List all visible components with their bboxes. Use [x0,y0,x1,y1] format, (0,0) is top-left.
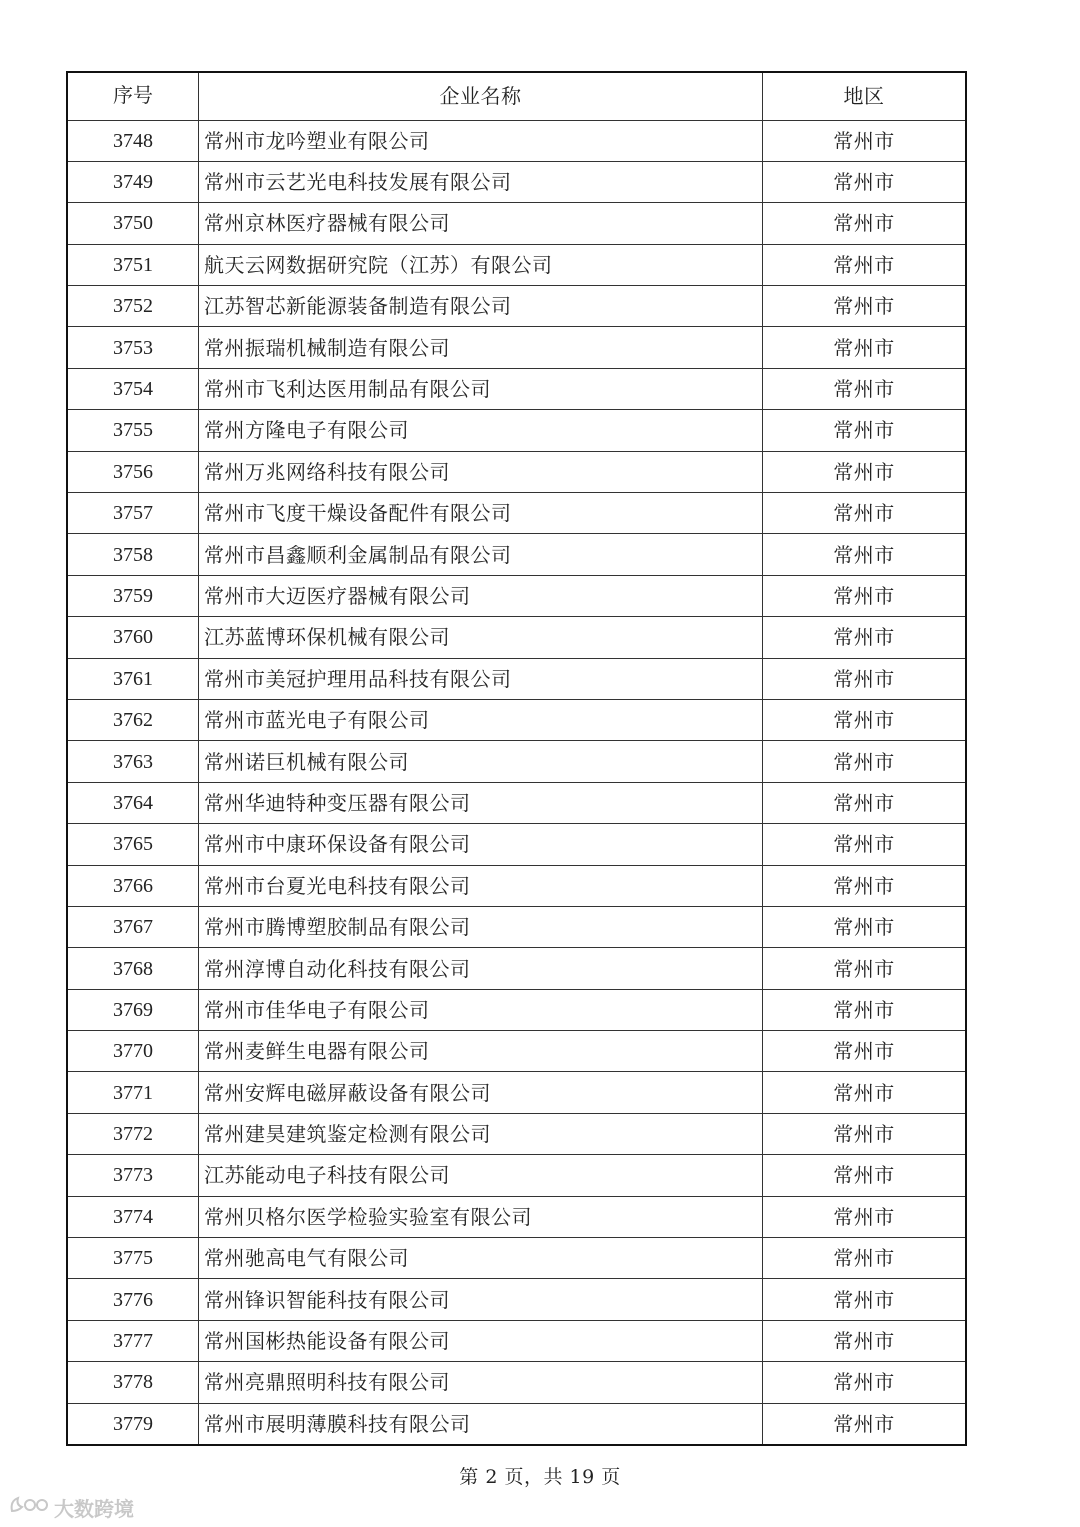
cell-region: 常州市 [763,948,967,989]
watermark-text: 大数跨境 [54,1496,134,1521]
cell-serial-number: 3760 [67,617,199,658]
table-row [67,1320,966,1361]
cell-region: 常州市 [763,120,967,161]
cell-company-name: 常州贝格尔医学检验实验室有限公司 [199,1196,763,1237]
cell-company-name: 常州市中康环保设备有限公司 [199,824,763,865]
header-serial-number: 序号 [67,72,199,120]
cell-region: 常州市 [763,451,967,492]
cell-region: 常州市 [763,658,967,699]
cell-company-name: 江苏蓝博环保机械有限公司 [199,617,763,658]
cell-serial-number: 3779 [67,1403,199,1444]
table-row [67,534,966,575]
table-row [67,948,966,989]
cell-company-name: 常州市飞利达医用制品有限公司 [199,368,763,409]
cell-serial-number: 3778 [67,1362,199,1403]
table-header-row [67,72,966,120]
cell-serial-number: 3756 [67,451,199,492]
cell-region: 常州市 [763,1031,967,1072]
cell-region: 常州市 [763,534,967,575]
cell-company-name: 常州市飞度干燥设备配件有限公司 [199,493,763,534]
table-row [67,161,966,202]
table-row [67,286,966,327]
cell-serial-number: 3764 [67,782,199,823]
cell-company-name: 常州锋识智能科技有限公司 [199,1279,763,1320]
cell-serial-number: 3770 [67,1031,199,1072]
cell-region: 常州市 [763,286,967,327]
cell-serial-number: 3773 [67,1155,199,1196]
cell-company-name: 江苏智芯新能源装备制造有限公司 [199,286,763,327]
cell-region: 常州市 [763,368,967,409]
cell-serial-number: 3762 [67,699,199,740]
cell-region: 常州市 [763,824,967,865]
cell-region: 常州市 [763,327,967,368]
cell-company-name: 常州市蓝光电子有限公司 [199,699,763,740]
cell-serial-number: 3769 [67,989,199,1030]
cell-company-name: 常州诺巨机械有限公司 [199,741,763,782]
cell-region: 常州市 [763,1320,967,1361]
cell-company-name: 常州建昊建筑鉴定检测有限公司 [199,1113,763,1154]
cell-serial-number: 3755 [67,410,199,451]
cell-region: 常州市 [763,410,967,451]
cell-company-name: 常州市展明薄膜科技有限公司 [199,1403,763,1444]
cell-company-name: 江苏能动电子科技有限公司 [199,1155,763,1196]
cell-region: 常州市 [763,699,967,740]
cell-serial-number: 3748 [67,120,199,161]
cell-region: 常州市 [763,782,967,823]
cell-region: 常州市 [763,1072,967,1113]
cell-region: 常州市 [763,906,967,947]
logo-icon [8,1493,50,1522]
cell-serial-number: 3750 [67,203,199,244]
cell-region: 常州市 [763,493,967,534]
cell-region: 常州市 [763,575,967,616]
table-row [67,410,966,451]
cell-region: 常州市 [763,244,967,285]
cell-region: 常州市 [763,617,967,658]
enterprise-table [66,71,967,1446]
table-row [67,865,966,906]
cell-region: 常州市 [763,1403,967,1444]
cell-company-name: 常州淳博自动化科技有限公司 [199,948,763,989]
cell-region: 常州市 [763,741,967,782]
cell-region: 常州市 [763,161,967,202]
table-row [67,244,966,285]
table-row [67,906,966,947]
table-row [67,617,966,658]
cell-serial-number: 3763 [67,741,199,782]
cell-serial-number: 3761 [67,658,199,699]
table-body [67,120,966,1445]
cell-serial-number: 3777 [67,1320,199,1361]
cell-region: 常州市 [763,989,967,1030]
table-row [67,203,966,244]
table-row [67,699,966,740]
table-row [67,1362,966,1403]
cell-region: 常州市 [763,1279,967,1320]
page-footer [0,1462,1080,1489]
table-row [67,741,966,782]
cell-company-name: 常州万兆网络科技有限公司 [199,451,763,492]
table-row [67,368,966,409]
table-row [67,658,966,699]
page-number: 第 2 页，共 19 页 [459,1466,621,1488]
cell-region: 常州市 [763,1196,967,1237]
cell-company-name: 常州市腾博塑胶制品有限公司 [199,906,763,947]
cell-serial-number: 3757 [67,493,199,534]
cell-serial-number: 3765 [67,824,199,865]
cell-region: 常州市 [763,1113,967,1154]
cell-company-name: 常州国彬热能设备有限公司 [199,1320,763,1361]
table-row [67,451,966,492]
cell-serial-number: 3758 [67,534,199,575]
table-row [67,824,966,865]
cell-company-name: 常州麦鲜生电器有限公司 [199,1031,763,1072]
cell-serial-number: 3776 [67,1279,199,1320]
cell-company-name: 常州市美冠护理用品科技有限公司 [199,658,763,699]
cell-serial-number: 3775 [67,1238,199,1279]
table-row [67,1279,966,1320]
table-row [67,575,966,616]
cell-company-name: 常州安辉电磁屏蔽设备有限公司 [199,1072,763,1113]
cell-company-name: 常州市佳华电子有限公司 [199,989,763,1030]
table-row [67,120,966,161]
cell-company-name: 常州方隆电子有限公司 [199,410,763,451]
table-row [67,1196,966,1237]
table-row [67,1072,966,1113]
cell-serial-number: 3749 [67,161,199,202]
cell-serial-number: 3753 [67,327,199,368]
cell-serial-number: 3766 [67,865,199,906]
cell-serial-number: 3768 [67,948,199,989]
cell-company-name: 常州振瑞机械制造有限公司 [199,327,763,368]
cell-region: 常州市 [763,203,967,244]
cell-company-name: 常州市龙吟塑业有限公司 [199,120,763,161]
cell-company-name: 常州市大迈医疗器械有限公司 [199,575,763,616]
cell-company-name: 常州华迪特种变压器有限公司 [199,782,763,823]
cell-serial-number: 3772 [67,1113,199,1154]
cell-region: 常州市 [763,1362,967,1403]
header-region: 地区 [763,72,967,120]
watermark [8,1493,134,1521]
cell-company-name: 常州京林医疗器械有限公司 [199,203,763,244]
header-company-name: 企业名称 [199,72,763,120]
table-row [67,782,966,823]
cell-serial-number: 3751 [67,244,199,285]
cell-company-name: 航天云网数据研究院（江苏）有限公司 [199,244,763,285]
cell-company-name: 常州市昌鑫顺利金属制品有限公司 [199,534,763,575]
cell-company-name: 常州驰高电气有限公司 [199,1238,763,1279]
cell-company-name: 常州市云艺光电科技发展有限公司 [199,161,763,202]
table-row [67,1031,966,1072]
table-row [67,1403,966,1444]
table-row [67,493,966,534]
cell-serial-number: 3774 [67,1196,199,1237]
cell-serial-number: 3771 [67,1072,199,1113]
cell-serial-number: 3752 [67,286,199,327]
table-row [67,1155,966,1196]
table-row [67,989,966,1030]
cell-region: 常州市 [763,1155,967,1196]
table-row [67,1113,966,1154]
cell-region: 常州市 [763,865,967,906]
cell-company-name: 常州市台夏光电科技有限公司 [199,865,763,906]
table-row [67,327,966,368]
cell-company-name: 常州亮鼎照明科技有限公司 [199,1362,763,1403]
cell-region: 常州市 [763,1238,967,1279]
table-row [67,1238,966,1279]
cell-serial-number: 3754 [67,368,199,409]
cell-serial-number: 3767 [67,906,199,947]
cell-serial-number: 3759 [67,575,199,616]
